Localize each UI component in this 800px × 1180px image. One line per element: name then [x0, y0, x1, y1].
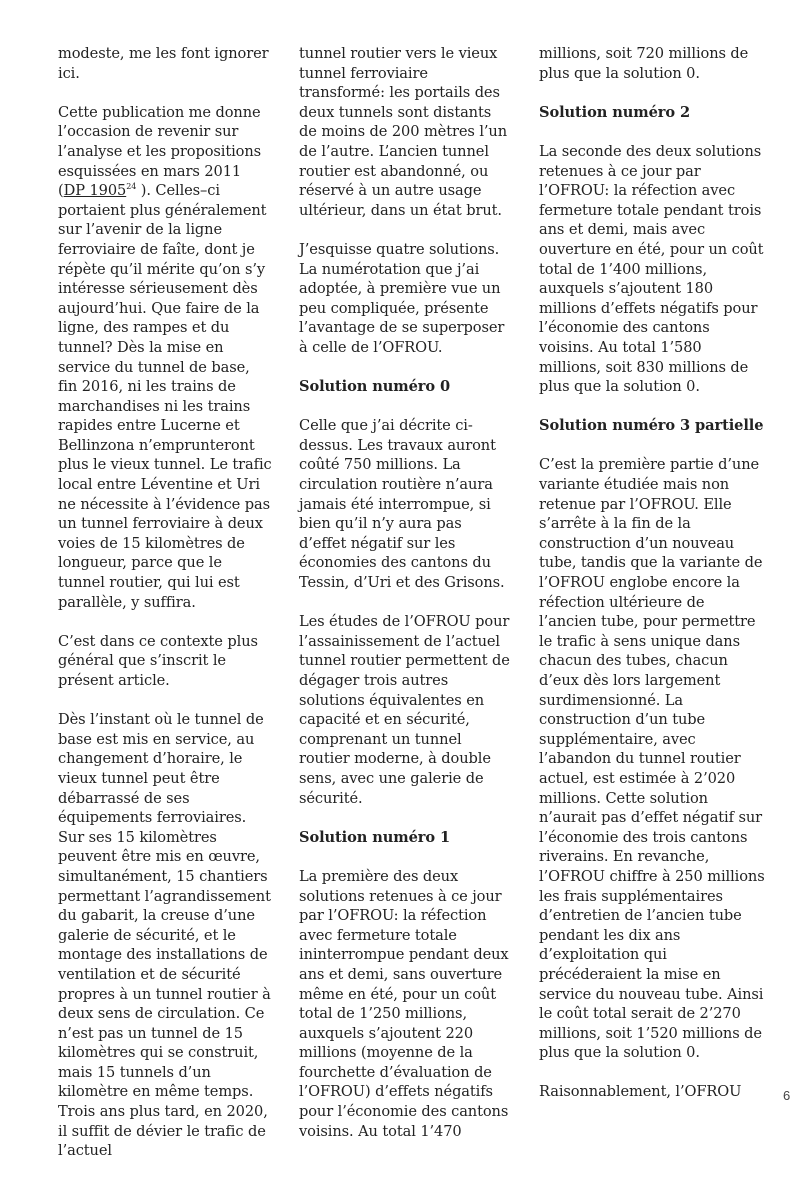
paragraph-text: ). Celles–ci portaient plus généralement sur l’avenir de la ligne ferroviaire de faîte, dont je répète qu’il mérite qu’on s’y intéresse sérieusement dès aujourd’hui. Que faire de la ligne, des rampes et du tunnel? Dès la mise en service du tunnel de base, fin 2016, ni les trains de marchandises ni les trains rapides entre Lucerne et Bellinzona n’emprunteront plus le vieux tunnel. Le trafic local entre Léventine et Uri ne nécessite à l’évidence pas un tunnel ferroviaire à deux voies de 15 kilomètres de longueur, parce que le tunnel routier, qui lui est parallèle, y suffira.	[58, 182, 272, 611]
section-heading: Solution numéro 3 partielle	[539, 417, 764, 435]
section-heading: Solution numéro 0	[299, 378, 451, 396]
paragraph: La première des deux solutions retenues à ce jour par l’OFROU: la réfection avec fermeture totale ininterrompue pendant deux ans et demi, sans ouverture même en été, pour un coût total de 1’250 millions, auxquels s’ajoutent 220 millions (moyenne de la fourchette d’évaluation de l’OFROU) d’effets négatifs pour l’économie des cantons voisins. Au total 1’470	[299, 867, 509, 1140]
paragraph: Les études de l’OFROU pour l’assainissement de l’actuel tunnel routier permettent de dégager trois autres solutions équivalentes en capacité et en sécurité, comprenant un tunnel routier moderne, à double sens, avec une galerie de sécurité.	[299, 613, 510, 807]
paragraph: C’est la première partie d’une variante étudiée mais non retenue par l’OFROU. Elle s’arrête à la fin de la construction d’un nouveau tube, tandis que la variante de l’OFROU englobe encore la réfection ultérieure de l’ancien tube, pour permettre le trafic à sens unique dans chacun des tubes, chacun d’eux dès lors largement surdimensionné. La construction d’un tube supplémentaire, avec l’abandon du tunnel routier actuel, est estimée à 2’020 millions. Cette solution n’aurait pas d’effet négatif sur l’économie des trois cantons riverains. En revanche, l’OFROU chiffre à 250 millions les frais supplémentaires d’entretien de l’ancien tube pendant les dix ans d’exploitation qui précéderaient la mise en service du nouveau tube. Ainsi le coût total serait de 2’270 millions, soit 1’520 millions de plus que la solution 0.	[539, 456, 765, 1062]
paragraph: J’esquisse quatre solutions. La numérotation que j’ai adoptée, à première vue un peu compliquée, présente l’avantage de se superposer à celle de l’OFROU.	[299, 240, 505, 356]
paragraph: tunnel routier vers le vieux tunnel ferroviaire transformé: les portails des deux tunnels sont distants de moins de 200 mètres l’un de l’autre. L’ancien tunnel routier est abandonné, ou réservé à un autre usage ultérieur, dans un état brut.	[299, 45, 508, 219]
paragraph-text: Cette publication me donne l’occasion de revenir sur l’analyse et les propositions esquissées en mars 2011 (	[58, 103, 262, 200]
paragraph: Dès l’instant où le tunnel de base est mis en service, au changement d’horaire, le vieux tunnel peut être débarrassé de ses équipements ferroviaires. Sur ses 15 kilomètres peuvent être mis en œuvre, simultanément, 15 chantiers permettant l’agrandissement du gabarit, la creuse d’une galerie de sécurité, et le montage des installations de ventilation et de sécurité propres à un tunnel routier à deux sens de circulation. Ce n’est pas un tunnel de 15 kilomètres qui se construit, mais 15 tunnels d’un kilomètre en même temps. Trois ans plus tard, en 2020, il suffit de dévier le trafic de l’actuel	[58, 711, 271, 1160]
text-column-2	[299, 44, 513, 1161]
paragraph: millions, soit 720 millions de plus que la solution 0.	[539, 45, 749, 82]
paragraph: La seconde des deux solutions retenues à ce jour par l’OFROU: la réfection avec fermeture totale pendant trois ans et demi, mais avec ouverture en été, pour un coût total de 1’400 millions, auxquels s’ajoutent 180 millions d’effets négatifs pour l’économie des cantons voisins. Au total 1’580 millions, soit 830 millions de plus que la solution 0.	[539, 142, 764, 396]
section-heading: Solution numéro 1	[299, 828, 451, 846]
text-column-3	[539, 44, 765, 1122]
paragraph	[58, 103, 272, 612]
paragraph: Celle que j’ai décrite ci-dessus. Les travaux auront coûté 750 millions. La circulation routière n’aura jamais été interrompue, si bien qu’il n’y aura pas d’effet négatif sur les économies des cantons du Tessin, d’Uri et des Grisons.	[299, 417, 505, 592]
page-number: 6	[783, 1088, 791, 1103]
reference-link[interactable]: DP 1905	[63, 182, 127, 200]
paragraph: Raisonnablement, l’OFROU	[539, 1083, 742, 1101]
paragraph: modeste, me les font ignorer ici.	[58, 45, 269, 82]
section-heading: Solution numéro 2	[539, 103, 691, 121]
paragraph: C’est dans ce contexte plus général que s’inscrit le présent article.	[58, 632, 258, 689]
text-column-1	[58, 44, 272, 1180]
footnote-marker: 24	[126, 182, 137, 192]
